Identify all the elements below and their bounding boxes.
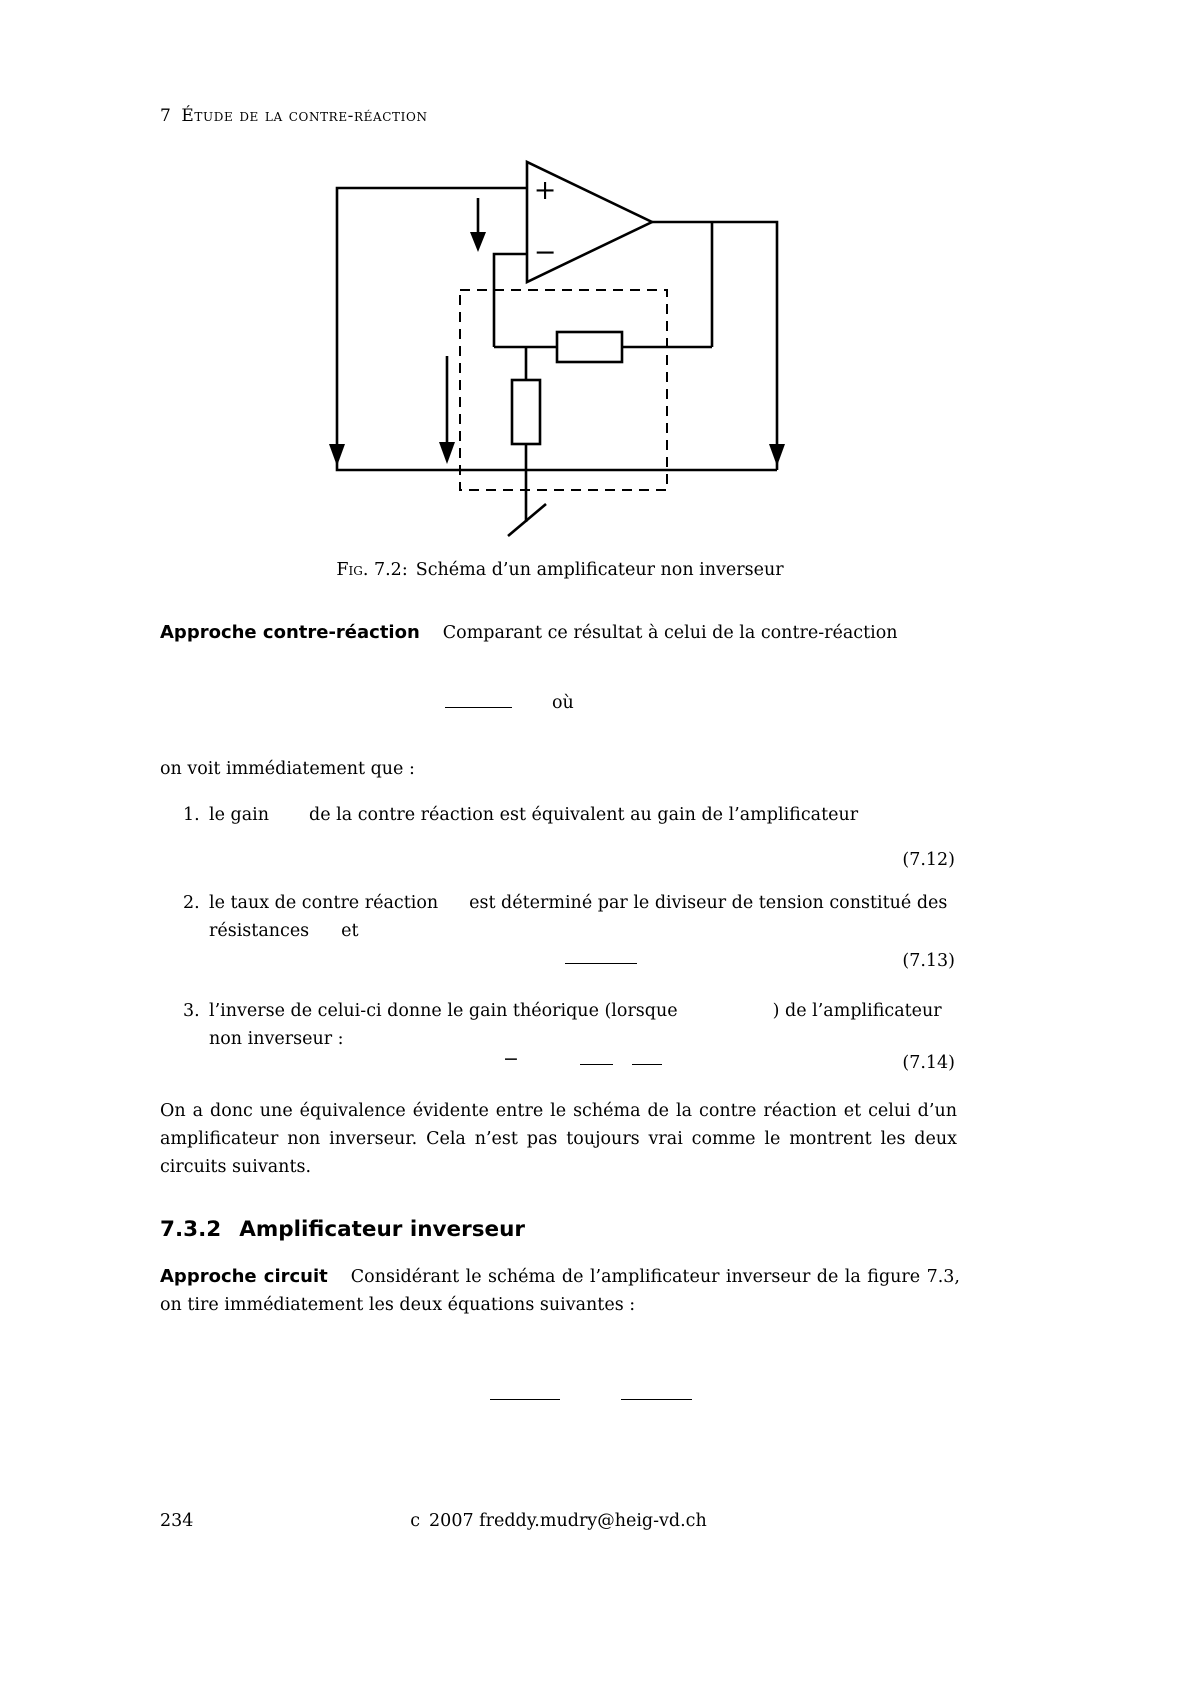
left-rail-arrow-head [329, 444, 345, 466]
fraction-bar [580, 1064, 613, 1065]
figure-caption-text: Schéma d’un amplificateur non inverseur [415, 560, 784, 580]
equation-number-7-14: (7.14) [902, 1053, 955, 1073]
inverting-input-wire [494, 254, 527, 347]
paragraph-lead: Comparant ce résultat à celui de la contre-réaction [442, 623, 898, 643]
opamp-plus-label: + [533, 175, 557, 206]
list-item-3-line2: non inverseur : [209, 1029, 344, 1049]
list-item-2-line1: le taux de contre réaction est déterminé par le diviseur de tension constitué des [209, 893, 948, 913]
fraction-bar [632, 1064, 662, 1065]
paragraph-lead: Considérant le schéma de l’amplificateur inverseur de la figure 7.3, on tire immédiatement les deux équations suivantes : [160, 1267, 960, 1315]
list-item-2-line2: résistances et [209, 921, 359, 941]
paragraph-heading: Approche circuit [160, 1266, 328, 1287]
footer-page-number: 234 [160, 1511, 194, 1531]
copyright-text: 2007 freddy.mudry@heig-vd.ch [429, 1511, 707, 1531]
section-heading [160, 1214, 525, 1245]
equation-number-7-13: (7.13) [902, 951, 955, 971]
fraction-bar [490, 1399, 560, 1400]
feedback-dashed-box [460, 290, 667, 490]
paragraph-heading: Approche contre-réaction [160, 622, 420, 643]
list-item-3-number: 3. [183, 1001, 200, 1021]
list-item-3-line1: l’inverse de celui-ci donne le gain théorique (lorsque ) de l’amplificateur [209, 1001, 942, 1021]
copyright-symbol: c [410, 1511, 421, 1531]
paragraph-approche-circuit [160, 1263, 960, 1319]
fraction-bar [565, 963, 637, 964]
mid-arrow-head [439, 442, 455, 464]
section-title: Amplificateur inverseur [239, 1217, 525, 1242]
circuit-diagram [318, 148, 788, 548]
running-head [160, 104, 428, 129]
chapter-number: 7 [160, 106, 172, 126]
closing-paragraph: On a donc une équivalence évidente entre le schéma de la contre réaction et celui d’un amplificateur non inverseur. Cela n’est pas toujours vrai comme le montrent les deux circuits suivants. [160, 1101, 957, 1177]
figure-caption [280, 558, 840, 583]
footer-copyright [160, 1509, 957, 1534]
fraction-bar [621, 1399, 692, 1400]
opamp-minus-label: − [533, 237, 557, 268]
input-arrow-head [470, 232, 486, 252]
list-item-1-number: 1. [183, 805, 200, 825]
fraction-bar [445, 707, 512, 708]
list-item-1-text: le gain de la contre réaction est équivalent au gain de l’amplificateur [209, 805, 859, 825]
right-rail-arrow-head [769, 444, 785, 466]
equation-connector: où [552, 693, 574, 713]
section-number: 7.3.2 [160, 1217, 222, 1242]
paragraph-approche-contre-reaction [160, 620, 960, 646]
equation-number-7-12: (7.12) [902, 850, 955, 870]
list-intro: on voit immédiatement que : [160, 759, 415, 779]
list-item-2-number: 2. [183, 893, 200, 913]
shunt-resistor [512, 380, 540, 444]
feedback-resistor [557, 332, 622, 362]
figure-caption-label: Fig. 7.2: [336, 560, 408, 580]
equation-minus-sign: − [503, 1048, 519, 1070]
chapter-title: Étude de la contre-réaction [181, 106, 428, 126]
